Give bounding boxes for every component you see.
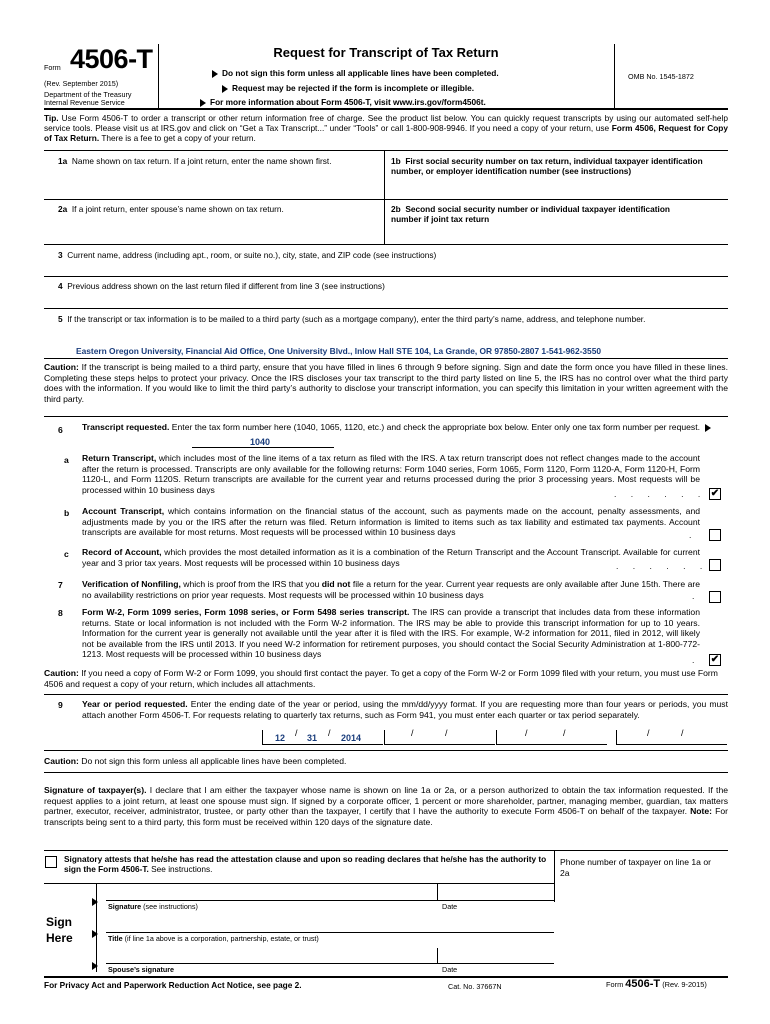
dot-leader: . — [689, 530, 692, 540]
spouse-signature-input[interactable] — [106, 948, 436, 964]
arrow-right-icon — [705, 424, 711, 432]
instruction-bullet-1: Do not sign this form unless all applicable lines have been completed. — [212, 68, 499, 78]
line-2b-label: 2b Second social security number or individual taxpayer identification number if joint tax return — [391, 204, 670, 225]
title-label: Title (if line 1a above is a corporation, partnership, estate, or trust) — [108, 934, 319, 943]
footer-form-id: Form 4506-T (Rev. 9-2015) — [606, 978, 707, 990]
phone-label: Phone number of taxpayer on line 1a or 2a — [560, 857, 711, 878]
line-1a-label: 1a Name shown on tax return. If a joint return, enter the name shown first. — [58, 156, 332, 166]
line-5-third-party-input[interactable]: Eastern Oregon University, Financial Aid Office, One University Blvd., Inlow Hall STE 104, La Grande, OR 97850-2807 1-541-962-3550 — [76, 346, 602, 356]
line-8-text: Form W-2, Form 1099 series, Form 1098 series, or Form 5498 series transcript. The IRS can provide a transcript that includes data from these information returns. State or local information is not included with the Form W-2 information. The IRS may be able to provide this transcript information for up to 10 years. Information for the current year is generally not available until the year after it is filed with the IRS. For example, W-2 information for 2011, filed in 2012, will likely not be available from the IRS until 2013. If you need W-2 information for retirement purposes, you should contact the Social Security Administration at 1-800-772-1213. Most requests will be processed within 10 business days — [82, 607, 700, 660]
line-9-text: Year or period requested. Enter the ending date of the year or period, using the mm/dd/yyyy format. If you are requesting more than four years or periods, you must attach another Form 4506-T. For requests relating to quarterly tax returns, such as Form 941, you must enter each quarter or tax period separately. — [82, 699, 728, 720]
return-transcript-checkbox[interactable]: ✔ — [710, 488, 720, 499]
tip-paragraph: Tip. Use Form 4506-T to order a transcript or other return information free of charge. See the product list below. You can quickly request transcripts by using our automated self-help service tools. Please visit us at IRS.gov and click on “Get a Tax Transcript...” under “Tools” or call 1-800-908-9946. If you need a copy of your return, use Form 4506, Request for Copy of Tax Return. There is a fee to get a copy of your return. — [44, 113, 728, 144]
department-line-1: Department of the Treasury — [44, 90, 132, 99]
line-6-number: 6 — [58, 425, 63, 435]
department-line-2: Internal Revenue Service — [44, 98, 125, 107]
line-2a-label: 2a If a joint return, enter spouse’s name shown on tax return. — [58, 204, 284, 214]
form-label: Form — [44, 63, 61, 72]
spouse-date-input[interactable] — [438, 948, 556, 964]
account-transcript-checkbox[interactable] — [709, 529, 721, 541]
date-label: Date — [442, 965, 458, 974]
form-revision: (Rev. September 2015) — [44, 79, 119, 88]
attestation-checkbox[interactable] — [45, 856, 57, 868]
caution-w2-copy: Caution: If you need a copy of Form W-2 or Form 1099, you should first contact the payer. To get a copy of the Form W-2 or Form 1099 filed with your return, you must use Form 4506 and request a copy of your return, which includes all attachments. — [44, 668, 718, 689]
dot-leader: . — [692, 591, 695, 601]
date-label: Date — [442, 902, 458, 911]
omb-number: OMB No. 1545-1872 — [628, 72, 694, 81]
signature-declaration: Signature of taxpayer(s). I declare that I am either the taxpayer whose name is shown on line 1a or 2a, or a person authorized to obtain the tax information requested. If the request applies to a joint return, at least one spouse must sign. If signed by a corporate officer, 1 percent or more shareholder, partner, managing member, guardian, tax matters partner, executor, receiver, administrator, trustee, or party other than the taxpayer, I certify that I have the authority to execute Form 4506-T on behalf of the taxpayer. Note: For transcripts being sent to a third party, this form must be received within 120 days of the signature date. — [44, 785, 729, 827]
dot-leader: . . . . . . — [614, 489, 707, 499]
sign-here-label: Sign Here — [46, 915, 73, 945]
period-1-input[interactable]: 12 / 31 / 2014 — [262, 730, 383, 745]
line-6a-letter: a — [64, 455, 69, 465]
record-of-account-checkbox[interactable] — [709, 559, 721, 571]
line-6a-text: Return Transcript, which includes most of the line items of a tax return as filed with the IRS. A tax return transcript does not reflect changes made to the account after the return is processed. Transcripts are only available for the following returns: Form 1040 series, Form 1065, Form 1120, Form 1120-A, Form 1120-H, Form 1120-L, and Form 1120S. Return transcripts are available for the current year and returns processed during the prior 3 processing years. Most requests will be processed within 10 business days — [82, 453, 700, 495]
line-5-label: 5 If the transcript or tax information is to be mailed to a third party (such as a mortgage company), enter the third party’s name, address, and telephone number. — [58, 314, 646, 324]
line-3-label: 3 Current name, address (including apt., room, or suite no.), city, state, and ZIP code (see instructions) — [58, 250, 437, 260]
line-6b-letter: b — [64, 508, 70, 518]
catalog-number: Cat. No. 37667N — [448, 982, 502, 991]
line-1b-label: 1b First social security number on tax return, individual taxpayer identification number, or employer identification number (see instructions) — [391, 156, 703, 177]
arrow-right-icon — [200, 99, 206, 107]
line-1a-input[interactable] — [44, 176, 384, 200]
line-6c-text: Record of Account, which provides the most detailed information as it is a combination of the Return Transcript and the Account Transcript. Available for current year and 3 prior tax years. Most requests will be processed within 10 business days — [82, 547, 700, 568]
spouse-signature-label: Spouse’s signature — [108, 965, 175, 974]
signature-date-input[interactable] — [438, 884, 556, 900]
dot-leader: . . . . . . — [616, 561, 709, 571]
line-8-number: 8 — [58, 608, 63, 618]
arrow-right-icon — [92, 962, 98, 970]
line-6c-letter: c — [64, 549, 69, 559]
form-number: 4506-T — [70, 44, 153, 74]
arrow-right-icon — [92, 898, 98, 906]
form-title: Request for Transcript of Tax Return — [273, 45, 499, 60]
dot-leader: . — [692, 655, 695, 665]
line-3-input[interactable] — [44, 262, 728, 276]
caution-do-not-sign: Caution: Do not sign this form unless all applicable lines have been completed. — [44, 756, 347, 766]
w2-1099-transcript-checkbox[interactable]: ✔ — [710, 654, 720, 665]
line-4-label: 4 Previous address shown on the last return filed if different from line 3 (see instructions) — [58, 281, 385, 291]
line-9-number: 9 — [58, 700, 63, 710]
nonfiling-checkbox[interactable] — [709, 591, 721, 603]
line-4-input[interactable] — [44, 293, 728, 307]
title-input[interactable] — [106, 916, 554, 932]
line-2a-input[interactable] — [44, 220, 384, 244]
signature-label: Signature (see instructions) — [108, 902, 198, 911]
period-4-input[interactable]: / / — [616, 730, 727, 745]
privacy-notice: For Privacy Act and Paperwork Reduction Act Notice, see page 2. — [44, 980, 302, 990]
line-7-text: Verification of Nonfiling, which is proof from the IRS that you did not file a return for the year. Current year requests are only available after June 15th. There are no availability restrictions on prior year requests. Most requests will be processed within 10 business days — [82, 579, 700, 600]
period-3-input[interactable]: / / — [496, 730, 607, 745]
instruction-bullet-3: For more information about Form 4506-T, visit www.irs.gov/form4506t. — [200, 97, 486, 107]
line-6-label: Transcript requested. Enter the tax form number here (1040, 1065, 1120, etc.) and check the appropriate box below. Enter only one tax form number per request. — [82, 422, 728, 433]
line-2b-input[interactable] — [386, 220, 726, 244]
line-6b-text: Account Transcript, which contains information on the financial status of the account, such as payments made on the account, penalty assessments, and adjustments made by you or the IRS after the return was filed. Return information is limited to items such as tax liability and estimated tax payments. Account transcripts are available for most returns. Most requests will be processed within 10 business days — [82, 506, 701, 538]
attestation-text: Signatory attests that he/she has read the attestation clause and upon so reading declares that he/she has the authority to sign the Form 4506-T. See instructions. — [64, 854, 547, 875]
arrow-right-icon — [222, 85, 228, 93]
caution-third-party: Caution: If the transcript is being mailed to a third party, ensure that you have filled in lines 6 through 9 before signing. Sign and date the form once you have filled in these lines. Completing these steps helps to protect your privacy. Once the IRS discloses your tax transcript to the third party listed on line 5, the IRS has no control over what the third party does with the information. If you would like to limit the third party’s authority to disclose your transcript information, you can specify this limitation in your written agreement with the third party. — [44, 362, 728, 404]
phone-input[interactable] — [556, 880, 726, 900]
arrow-right-icon — [212, 70, 218, 78]
line-1b-input[interactable] — [386, 176, 726, 200]
period-2-input[interactable]: / / — [384, 730, 495, 745]
arrow-right-icon — [92, 930, 98, 938]
signature-input[interactable] — [106, 884, 436, 900]
line-7-number: 7 — [58, 580, 63, 590]
line-6-tax-form-input[interactable]: 1040 — [192, 434, 334, 448]
instruction-bullet-2: Request may be rejected if the form is incomplete or illegible. — [222, 83, 474, 93]
